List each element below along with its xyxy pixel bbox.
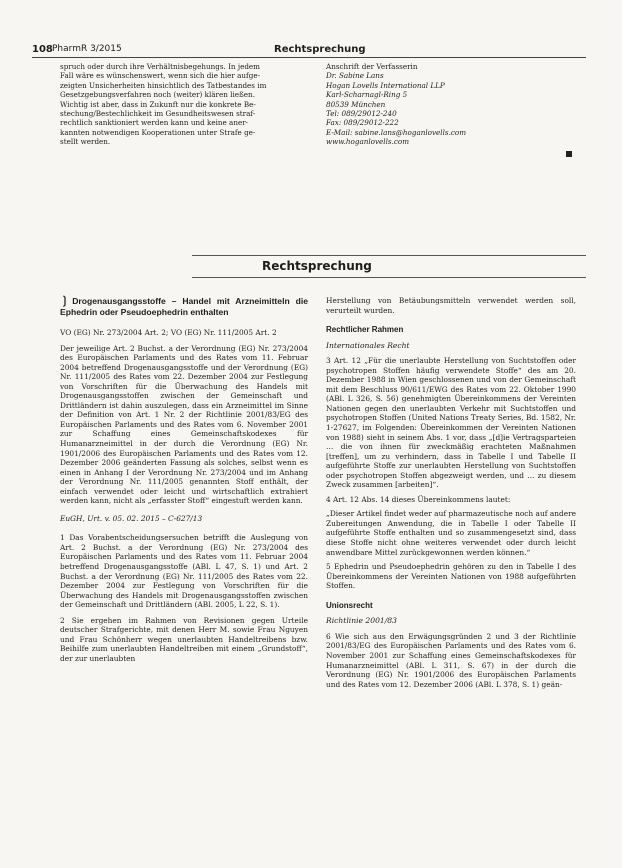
text-line: spruch oder durch ihre Verhältnisbegehungs. In jedem bbox=[60, 62, 260, 71]
firm-name: Hogan Lovells International LLP bbox=[326, 80, 445, 90]
case-title bbox=[60, 296, 308, 317]
paragraph-3: 3 Art. 12 „Für die unerlaubte Herstellung von Suchtstoffen oder psychotropen Stoffen häufig verwendete Stoffe“ des am 20. Dezember 1988 in Wien geschlossenen und von der Gemeinschaft mit dem Beschluss 90/611/EWG des Rates vom 22. Oktober 1990 (ABl. L 326, S. 56) genehmigten Übereinkommens der Vereinten Nationen gegen den unerlaubten Verkehr mit Suchtstoffen und psychotropen Stoffen (United Nations Treaty Series, Bd. 1582, Nr. 1-27627, im Folgenden: Übereinkommen der Vereinten Nationen von 1988) sieht in seinem Abs. 1 vor, dass „[d]ie Vertragsparteien … die von ihnen für zweckmäßig erachteten Maßnahmen [treffen], um zu verhindern, dass in Tabelle I und Tabelle II aufgeführte Stoffe zur unerlaubten Herstellung von Suchtstoffen oder psychotropen Stoffen abgezweigt werden, und … zu diesem Zweck zusammen [arbeiten]“. bbox=[326, 356, 576, 490]
text-line: stellt werden. bbox=[60, 137, 111, 147]
case-marker-icon: ❳ bbox=[60, 295, 70, 307]
website: www.hoganlovells.com bbox=[326, 137, 410, 147]
header-rule bbox=[32, 57, 586, 58]
subheading-directive: Richtlinie 2001/83 bbox=[326, 616, 397, 626]
text-line: kannten notwendigen Kooperationen unter Strafe ge- bbox=[60, 127, 256, 137]
heading-union-law: Unionsrecht bbox=[326, 600, 373, 610]
continuation-text: Herstellung von Betäubungsmitteln verwendet werden soll, verurteilt wurden. bbox=[326, 296, 576, 315]
fax: Fax: 089/29012-222 bbox=[326, 118, 399, 128]
section-rule-top bbox=[192, 255, 586, 256]
section-rule-bottom bbox=[192, 277, 586, 278]
paragraph-6: 6 Wie sich aus den Erwägungsgründen 2 und 3 der Richtlinie 2001/83/EG des Europäischen Parlaments und des Rates vom 6. November 2001 zur Schaffung eines Gemeinschaftskodexes für Humanarzneimittel (ABl. L 311, S. 67) in der durch die Verordnung (EG) Nr. 1901/2006 des Europäischen Parlaments und des Rates vom 12. Dezember 2006 (ABl. L 378, S. 1) geän- bbox=[326, 631, 576, 689]
previous-article-ending bbox=[60, 62, 308, 147]
right-column bbox=[326, 296, 576, 689]
paragraph-5: 5 Ephedrin und Pseudoephedrin gehören zu den in Tabelle I des Übereinkommens der Vereinten Nationen von 1988 aufgeführten Stoffen. bbox=[326, 562, 576, 591]
running-section-title: Rechtsprechung bbox=[274, 44, 366, 55]
text-line: rechtlich sanktioniert werden kann und keine aner- bbox=[60, 118, 249, 128]
left-column bbox=[60, 296, 308, 664]
section-title: Rechtsprechung bbox=[262, 259, 372, 273]
headnote: Der jeweilige Art. 2 Buchst. a der Verordnung (EG) Nr. 273/2004 des Europäischen Parlaments und des Rates vom 11. Februar 2004 betreffend Drogenausgangsstoffe und der Verordnung (EG) Nr. 111/2005 des Rates vom 22. Dezember 2004 zur Festlegung von Vorschriften für die Überwachung des Handels mit Drogenausgangsstoffen zwischen der Gemeinschaft und Drittländern ist dahin auszulegen, dass ein Arzneimittel im Sinne der Definition von Art. 1 Nr. 2 der Richtlinie 2001/83/EG des Europäischen Parlaments und des Rates vom 6. November 2001 zur Schaffung eines Gemeinschaftskodexes für Humanarzneimittel in der durch die Verordnung (EG) Nr. 1901/2006 des Europäischen Parlaments und des Rates vom 12. Dezember 2006 geänderten Fassung als solches, selbst wenn es einen in Anhang I der Verordnung Nr. 273/2004 und im Anhang der Verordnung Nr. 111/2005 genannten Stoff enthält, der einfach verwendet oder leicht und wirtschaftlich extrahiert werden kann, nicht als „erfasster Stoff“ eingestuft werden kann. bbox=[60, 343, 308, 506]
email: E-Mail: sabine.lans@hoganlovells.com bbox=[326, 127, 467, 137]
author-address-block bbox=[326, 62, 566, 147]
text-line: zeigten Unsicherheiten hinsichtlich des Tatbestandes im bbox=[60, 80, 267, 90]
author-name: Dr. Sabine Lans bbox=[326, 71, 384, 81]
text-line: Fall wäre es wünschenswert, wenn sich die hier aufge- bbox=[60, 71, 260, 81]
street: Karl-Scharnagl-Ring 5 bbox=[326, 90, 408, 100]
quote: „Dieser Artikel findet weder auf pharmazeutische noch auf andere Zubereitungen Anwendung, die in Tabelle I oder Tabelle II aufgeführte Stoffe enthalten und so zusammengesetzt sind, dass diese Stoffe nicht ohne weiteres verwendet oder durch leicht anwendbare Mittel zurückgewonnen werden können.“ bbox=[326, 509, 576, 557]
heading-legal-framework: Rechtlicher Rahmen bbox=[326, 325, 404, 335]
paragraph-2: 2 Sie ergehen im Rahmen von Revisionen gegen Urteile deutscher Strafgerichte, mit denen Herr M. sowie Frau Nguyen und Frau Schönherr wegen unerlaubten Handeltreibens bzw. Beihilfe zum unerlaubten Handeltreiben mit einem „Grundstoff“, der zur unerlaubten bbox=[60, 615, 308, 663]
case-title-text: Drogenausgangsstoffe – Handel mit Arzneimitteln die Ephedrin oder Pseudoephedrin enthalten bbox=[60, 296, 308, 317]
text-line: Wichtig ist aber, dass in Zukunft nur die konkrete Be- bbox=[60, 99, 256, 109]
subheading-international-law: Internationales Recht bbox=[326, 340, 410, 350]
city: 80539 München bbox=[326, 99, 386, 109]
text-line: Gesetzgebungsverfahren noch (weiter) klären ließen. bbox=[60, 90, 255, 100]
paragraph-4: 4 Art. 12 Abs. 14 dieses Übereinkommens lautet: bbox=[326, 494, 511, 504]
paragraph-1: 1 Das Vorabentscheidungsersuchen betrifft die Auslegung von Art. 2 Buchst. a der Verordnung (EG) Nr. 273/2004 des Europäischen Parlaments und des Rates vom 11. Februar 2004 betreffend Drogenausgangsstoffe (ABl. L 47, S. 1) und Art. 2 Buchst. a der Verordnung (EG) Nr. 111/2005 des Rates vom 22. Dezember 2004 zur Festlegung von Vorschriften für die Überwachung des Handels mit Drogenausgangsstoffen zwischen der Gemeinschaft und Drittländern (ABl. 2005, L 22, S. 1). bbox=[60, 533, 308, 610]
norms: VO (EG) Nr. 273/2004 Art. 2; VO (EG) Nr. 111/2005 Art. 2 bbox=[60, 328, 277, 337]
journal-issue: PharmR 3/2015 bbox=[52, 44, 122, 54]
article-end-marker bbox=[566, 151, 572, 157]
phone: Tel: 089/29012-240 bbox=[326, 109, 397, 119]
court-citation: EuGH, Urt. v. 05. 02. 2015 – C-627/13 bbox=[60, 513, 203, 523]
page-number: 108 bbox=[32, 44, 53, 55]
text-line: stechung/Bestechlichkeit im Gesundheitswesen straf- bbox=[60, 109, 256, 119]
address-label: Anschrift der Verfasserin bbox=[326, 62, 418, 71]
